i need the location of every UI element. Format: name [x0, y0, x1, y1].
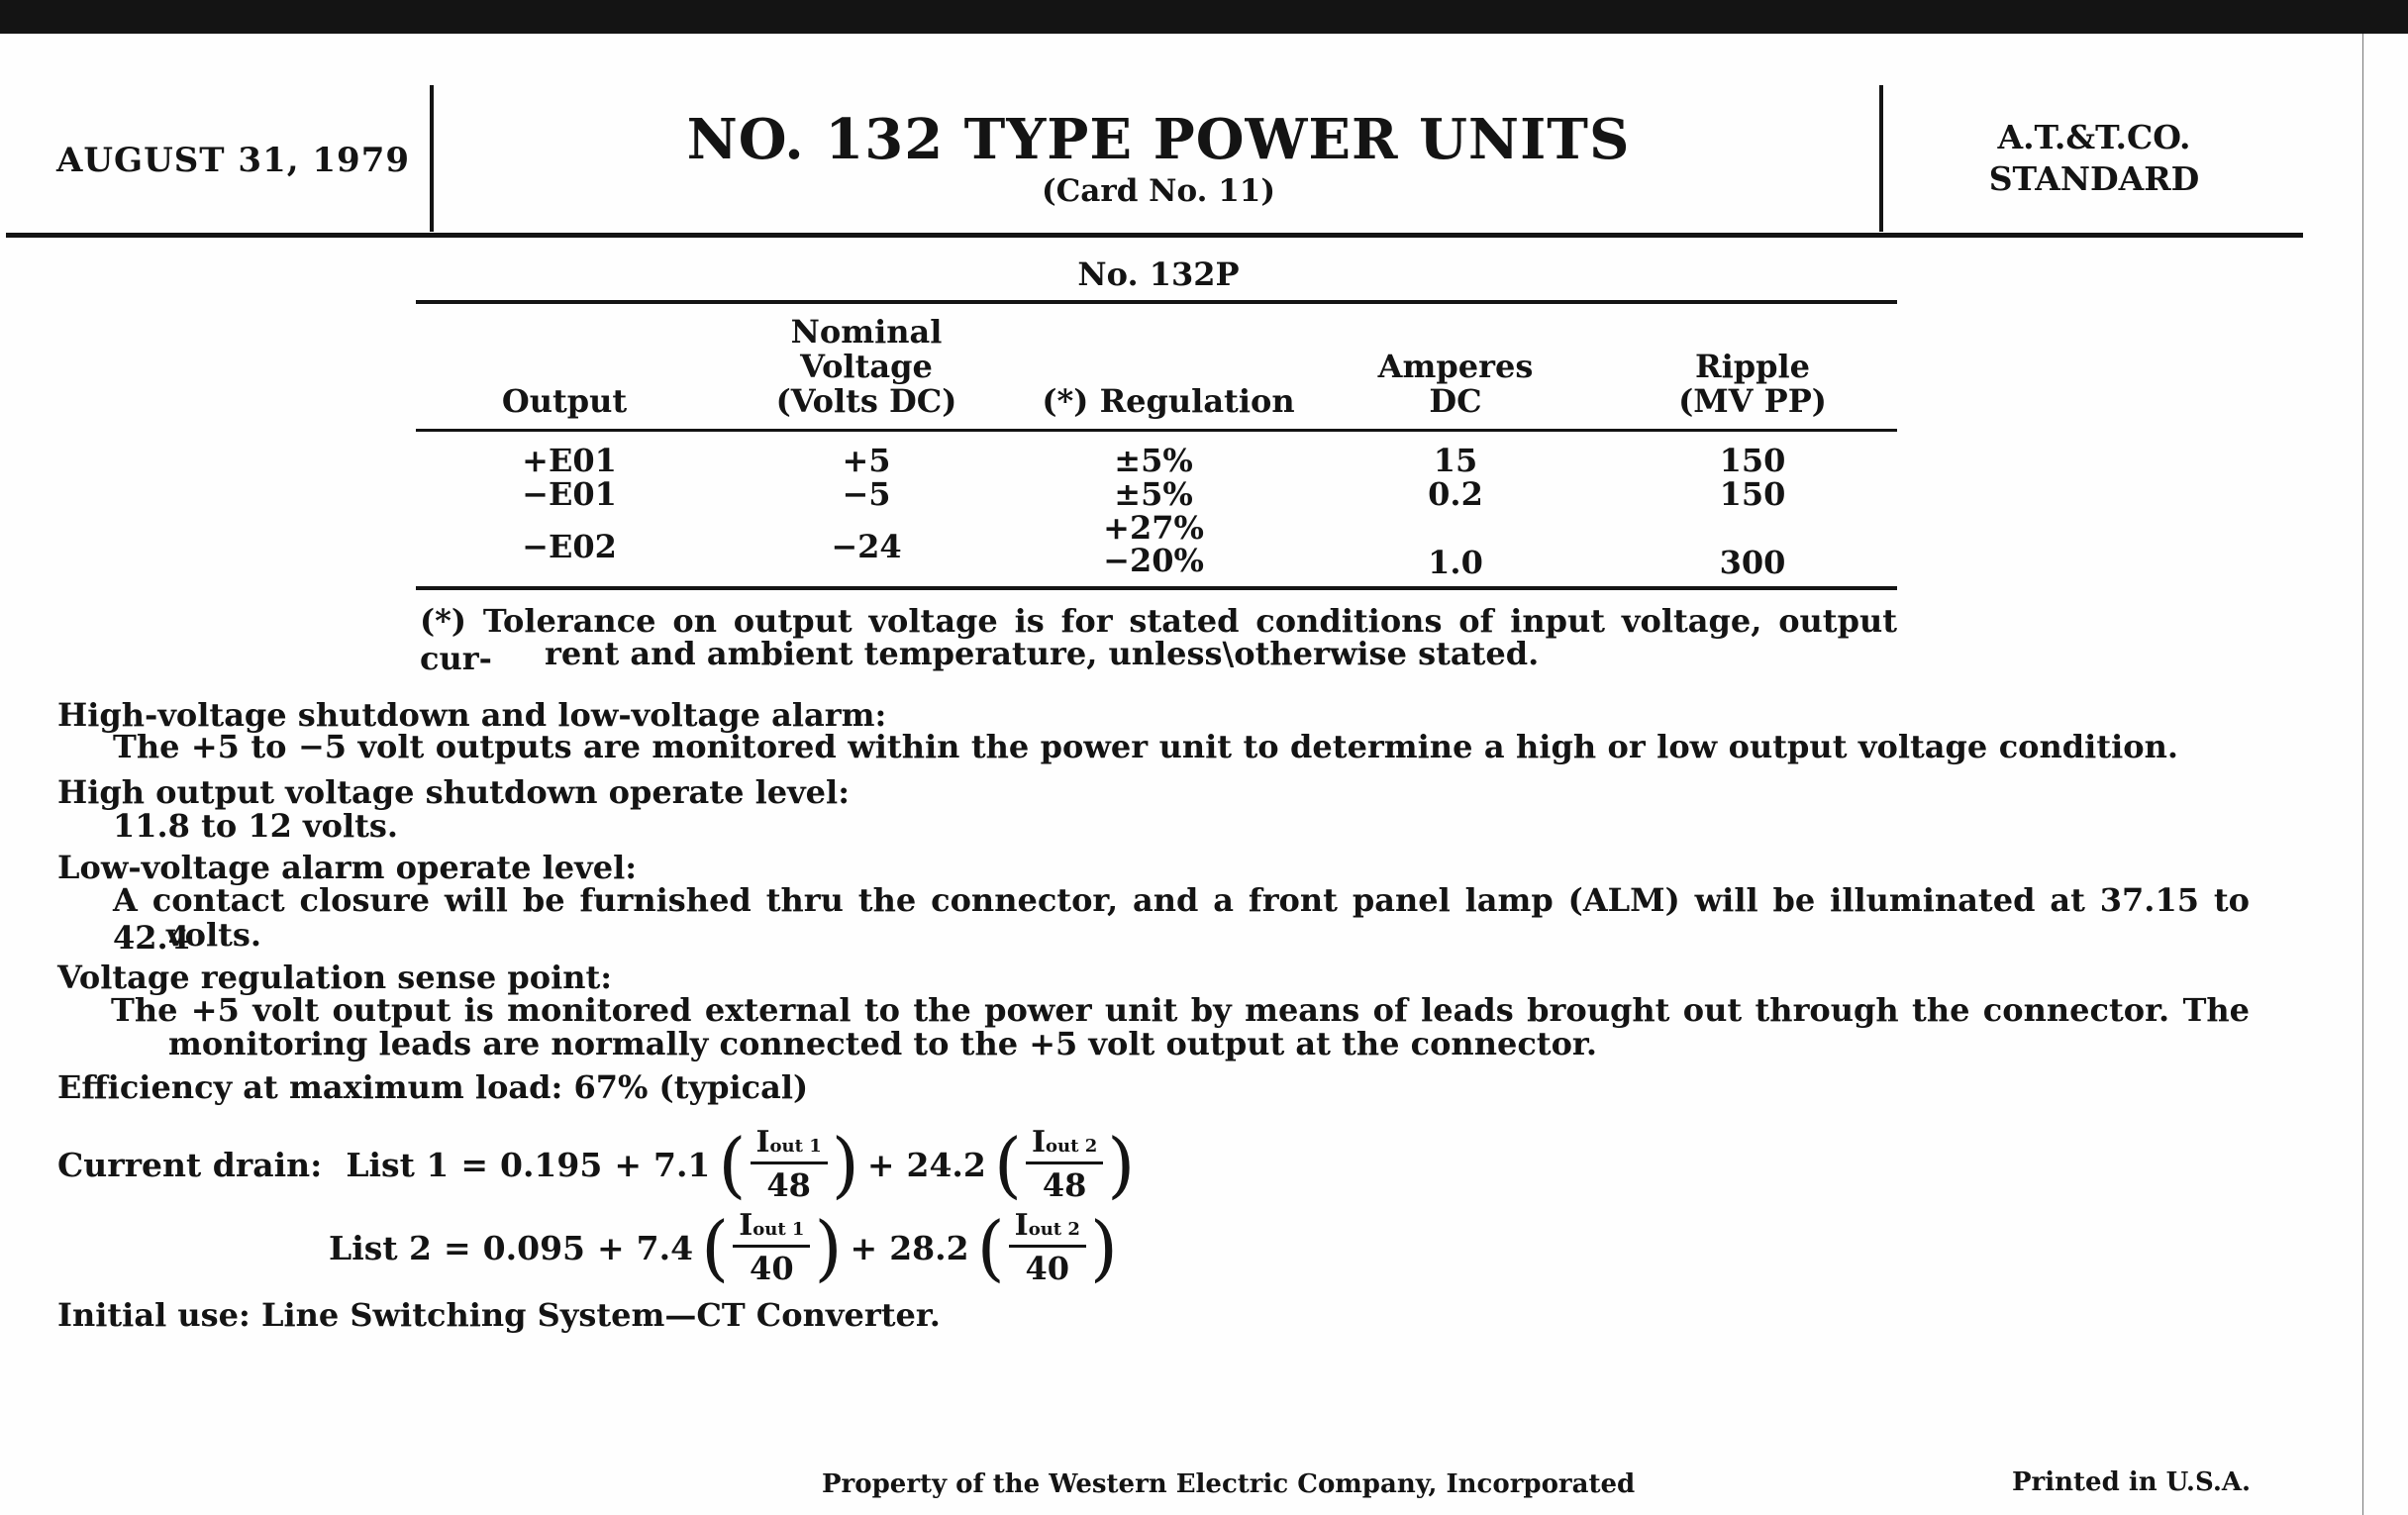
header-company: A.T.&T.CO. [1997, 118, 2191, 156]
col-header-voltage: Nominal Voltage (Volts DC) [775, 313, 957, 420]
list-1-name: List 1 [346, 1145, 450, 1184]
col-header-regulation: (*) Regulation [1042, 382, 1295, 420]
list-2-fraction-2: $\frac{\text{Iout 2}}{40}$ [1009, 1208, 1086, 1287]
table-row-1-ripple: 150 [1719, 442, 1786, 479]
paren-close: ) [814, 1206, 843, 1289]
sense-point-text-line-1: The +5 volt output is monitored external to the power unit by means of leads brought out through the connector. The [111, 991, 2250, 1029]
header-standard-label: STANDARD [1988, 159, 2200, 198]
table-row-3-regulation-minus: −20% [1103, 542, 1204, 579]
list-2-plus-1: + [597, 1228, 625, 1267]
lv-alarm-text-line-2: volts. [166, 916, 262, 954]
paren-open: ( [976, 1206, 1005, 1289]
paren-close: ) [831, 1123, 859, 1206]
table-row-1-regulation: ±5% [1114, 442, 1193, 479]
table-row-3-voltage: −24 [831, 528, 902, 565]
initial-use-line: Initial use: Line Switching System—CT Converter. [57, 1296, 941, 1334]
table-row-3-ripple: 300 [1719, 544, 1786, 581]
list-2-plus-2: + [850, 1228, 878, 1267]
table-bottom-rule [416, 586, 1897, 590]
sense-point-heading: Voltage regulation sense point: [57, 959, 613, 996]
table-row-1-amperes: 15 [1433, 442, 1478, 479]
col-header-amperes: Amperes DC [1377, 348, 1534, 420]
col-header-ripple: Ripple (MV PP) [1678, 348, 1827, 420]
list-1-plus-1: + [614, 1145, 642, 1184]
hov-shutdown-heading: High output voltage shutdown operate level: [57, 773, 850, 811]
table-row-2-amperes: 0.2 [1428, 475, 1483, 513]
list-2-name: List 2 [329, 1228, 433, 1267]
list-1-constant: 0.195 [499, 1145, 603, 1184]
efficiency-line: Efficiency at maximum load: 67% (typical) [57, 1068, 809, 1106]
lv-alarm-text-line-1: A contact closure will be furnished thru the connector, and a front panel lamp (ALM) will be illuminated at 37.15 to 42.4 [113, 881, 2250, 957]
list-1-plus-2: + [866, 1145, 895, 1184]
list-2-fraction-1: $\frac{\text{Iout 1}}{40}$ [733, 1208, 810, 1287]
sense-point-text-line-2: monitoring leads are normally connected to the +5 volt output at the connector. [168, 1025, 1597, 1062]
header-rule [6, 233, 2303, 238]
paren-close: ) [1107, 1123, 1136, 1206]
scan-right-edge [2362, 34, 2363, 1515]
lv-alarm-heading: Low-voltage alarm operate level: [57, 849, 638, 886]
list-2-coef-1: 7.4 [636, 1228, 694, 1267]
current-drain-list-1 [57, 1125, 1137, 1204]
list-1-coef-2: 24.2 [906, 1145, 986, 1184]
current-drain-list-2 [323, 1208, 1120, 1287]
table-footnote-line-1: (*) Tolerance on output voltage is for stated conditions of input voltage, output cur- [420, 602, 1897, 677]
list-1-fraction-2: $\frac{\text{Iout 2}}{48}$ [1026, 1125, 1103, 1204]
current-drain-label: Current drain: [57, 1145, 323, 1184]
header-date: AUGUST 31, 1979 [56, 141, 411, 180]
hv-shutdown-heading: High-voltage shutdown and low-voltage alarm: [57, 696, 887, 734]
header-divider-left [430, 85, 434, 232]
paren-open: ( [993, 1123, 1022, 1206]
table-row-2-voltage: −5 [842, 475, 891, 513]
header-divider-right [1879, 85, 1883, 232]
page-title: NO. 132 TYPE POWER UNITS [686, 107, 1631, 172]
list-2-constant: 0.095 [482, 1228, 586, 1267]
page-subtitle: (Card No. 11) [1041, 173, 1276, 209]
footer-property: Property of the Western Electric Company, Incorporated [822, 1469, 1636, 1499]
footer-printed: Printed in U.S.A. [2012, 1467, 2252, 1497]
hov-shutdown-text: 11.8 to 12 volts. [113, 807, 399, 845]
table-top-rule [416, 300, 1897, 304]
paren-open: ( [718, 1123, 747, 1206]
col-header-output: Output [501, 382, 628, 420]
table-row-1-voltage: +5 [842, 442, 891, 479]
list-1-fraction-1: $\frac{\text{Iout 1}}{48}$ [751, 1125, 828, 1204]
list-1-coef-1: 7.1 [652, 1145, 711, 1184]
table-row-2-ripple: 150 [1719, 475, 1786, 513]
list-1-equals: = [460, 1145, 488, 1184]
table-header-rule [416, 429, 1897, 432]
table-row-1-output: +E01 [522, 442, 617, 479]
list-2-coef-2: 28.2 [889, 1228, 969, 1267]
header-standard [1941, 117, 2248, 200]
paren-close: ) [1089, 1206, 1118, 1289]
paren-open: ( [701, 1206, 730, 1289]
hv-shutdown-text: The +5 to −5 volt outputs are monitored within the power unit to determine a high or low output voltage condition. [113, 728, 2178, 765]
table-title: No. 132P [1077, 255, 1240, 293]
table-row-3-output: −E02 [522, 528, 617, 565]
table-row-2-output: −E01 [522, 475, 617, 513]
list-2-equals: = [444, 1228, 471, 1267]
table-footnote-line-2: rent and ambient temperature, unless\otherwise stated. [545, 635, 1540, 672]
table-row-3-amperes: 1.0 [1428, 544, 1483, 581]
table-row-2-regulation: ±5% [1114, 475, 1193, 513]
scan-top-border [0, 0, 2408, 34]
table-row-3-regulation-plus: +27% [1103, 509, 1204, 547]
